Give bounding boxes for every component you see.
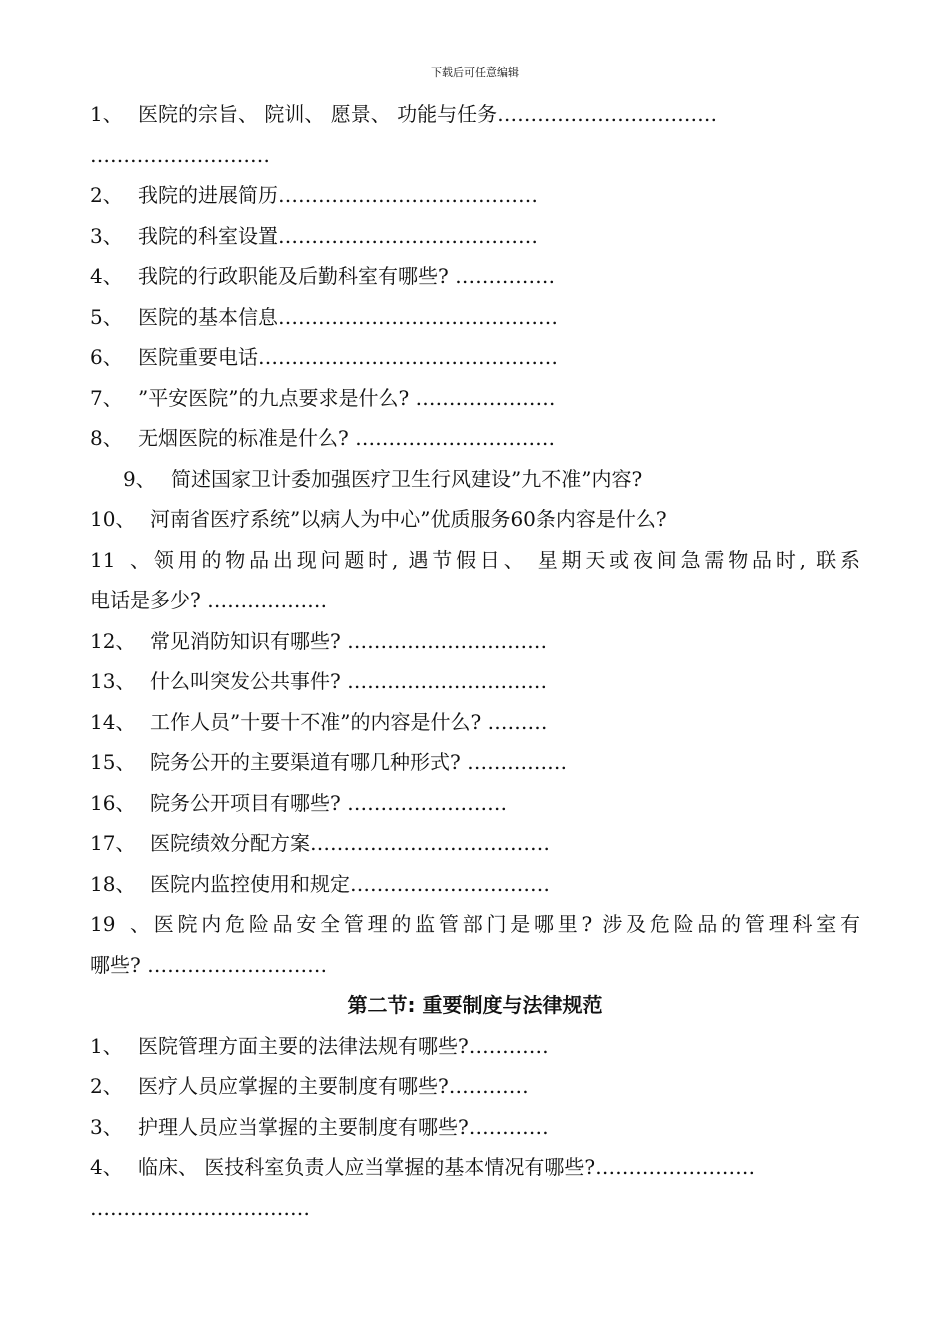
toc-entry-number: 4、 [90,1155,123,1179]
toc-entry-1-continuation[interactable] [90,135,860,176]
toc-entry-7[interactable] [90,378,860,419]
toc-entry-text: 院务公开项目有哪些? …………………… [150,790,508,815]
toc-entry-text: 医院绩效分配方案……………………………… [150,831,550,855]
toc-entry-16[interactable] [90,783,860,824]
toc-entry-text: 医院重要电话……………………………………… [138,345,558,369]
toc-entry-2[interactable] [90,175,860,216]
toc-entry-number: 10、 [90,507,136,531]
toc-entry-19-continuation[interactable] [90,945,860,986]
toc-entry-14[interactable] [90,702,860,743]
toc-entry-number: 3、 [90,223,123,248]
toc-entry-text: 医院内监控使用和规定………………………… [150,871,550,896]
table-of-contents [90,94,860,1228]
toc-entry-19[interactable] [90,904,860,945]
toc-entry-13[interactable] [90,661,860,702]
toc-entry-number: 14、 [90,709,136,734]
toc-entry-number: 16、 [90,790,136,815]
toc-entry-text: 常见消防知识有哪些? ………………………… [150,628,548,653]
toc-entry-5[interactable] [90,297,860,338]
toc-s2-entry-3[interactable] [90,1107,860,1148]
toc-entry-6[interactable] [90,337,860,378]
toc-entry-number: 3、 [90,1114,123,1139]
toc-entry-3[interactable] [90,216,860,257]
toc-entry-number: 7、 [90,385,123,410]
toc-entry-text: 医院的基本信息…………………………………… [138,304,558,329]
page-header: 下载后可任意编辑 [431,66,519,79]
toc-s2-entry-1[interactable] [90,1026,860,1067]
toc-s2-entry-2[interactable] [90,1066,860,1107]
toc-entry-text: 我院的行政职能及后勤科室有哪些? …………… [138,264,556,288]
toc-entry-number: 2、 [90,183,123,207]
toc-entry-1[interactable] [90,94,860,135]
toc-entry-text: 领用的物品出现问题时, 遇节假日、 星期天或夜间急需物品时, 联系 [150,547,860,572]
toc-entry-text: 什么叫突发公共事件? ………………………… [150,669,548,693]
toc-entry-18[interactable] [90,864,860,905]
toc-entry-text: 临床、 医技科室负责人应当掌握的基本情况有哪些?…………………… [138,1155,756,1179]
toc-s2-entry-4-continuation[interactable] [90,1188,860,1229]
toc-entry-text: 我院的进展简历………………………………… [138,183,538,207]
toc-entry-number: 11、 [90,547,150,572]
toc-entry-text: 电话是多少? ……………… [90,588,328,612]
toc-entry-text: 简述国家卫计委加强医疗卫生行风建设”九不准”内容? [171,466,643,491]
toc-entry-10[interactable] [90,499,860,540]
toc-entry-number: 18、 [90,871,136,896]
toc-entry-number: 9、 [123,466,156,491]
toc-entry-number: 1、 [90,102,123,126]
toc-entry-15[interactable] [90,742,860,783]
toc-entry-9[interactable] [90,459,860,500]
toc-s2-entry-4[interactable] [90,1147,860,1188]
toc-entry-12[interactable] [90,621,860,662]
toc-entry-text: …………………………… [90,1195,310,1220]
toc-entry-number: 19、 [90,912,150,936]
toc-entry-text: 医院的宗旨、 院训、 愿景、 功能与任务…………………………… [138,102,718,126]
toc-entry-number: 5、 [90,304,123,329]
toc-entry-text: ……………………… [90,142,270,167]
toc-entry-text: 无烟医院的标准是什么? ………………………… [138,426,556,450]
toc-entry-17[interactable] [90,823,860,864]
toc-entry-text: 医院内危险品安全管理的监管部门是哪里? 涉及危险品的管理科室有 [150,912,860,936]
toc-entry-number: 15、 [90,750,136,774]
toc-entry-number: 1、 [90,1033,123,1058]
toc-entry-text: 哪些? ……………………… [90,952,328,977]
toc-entry-number: 8、 [90,426,123,450]
toc-entry-text: 医院管理方面主要的法律法规有哪些?………… [138,1033,549,1058]
toc-entry-text: 院务公开的主要渠道有哪几种形式? …………… [150,750,568,774]
toc-entry-text: 工作人员”十要十不准”的内容是什么? ……… [150,709,548,734]
toc-entry-text: ”平安医院”的九点要求是什么? ………………… [138,385,556,410]
toc-entry-number: 13、 [90,669,136,693]
toc-entry-text: 我院的科室设置………………………………… [138,223,538,248]
toc-entry-number: 2、 [90,1074,123,1098]
toc-entry-4[interactable] [90,256,860,297]
toc-entry-text: 医疗人员应掌握的主要制度有哪些?………… [138,1074,529,1098]
section-title: 第二节: 重要制度与法律规范 [347,993,603,1017]
toc-entry-11[interactable] [90,540,860,581]
toc-entry-8[interactable] [90,418,860,459]
toc-entry-number: 17、 [90,831,136,855]
toc-entry-text: 护理人员应当掌握的主要制度有哪些?………… [138,1114,549,1139]
toc-entry-number: 4、 [90,264,123,288]
toc-entry-number: 12、 [90,628,136,653]
toc-entry-number: 6、 [90,345,123,369]
toc-entry-text: 河南省医疗系统”以病人为中心”优质服务60条内容是什么? [150,507,667,531]
toc-entry-11-continuation[interactable] [90,580,860,621]
